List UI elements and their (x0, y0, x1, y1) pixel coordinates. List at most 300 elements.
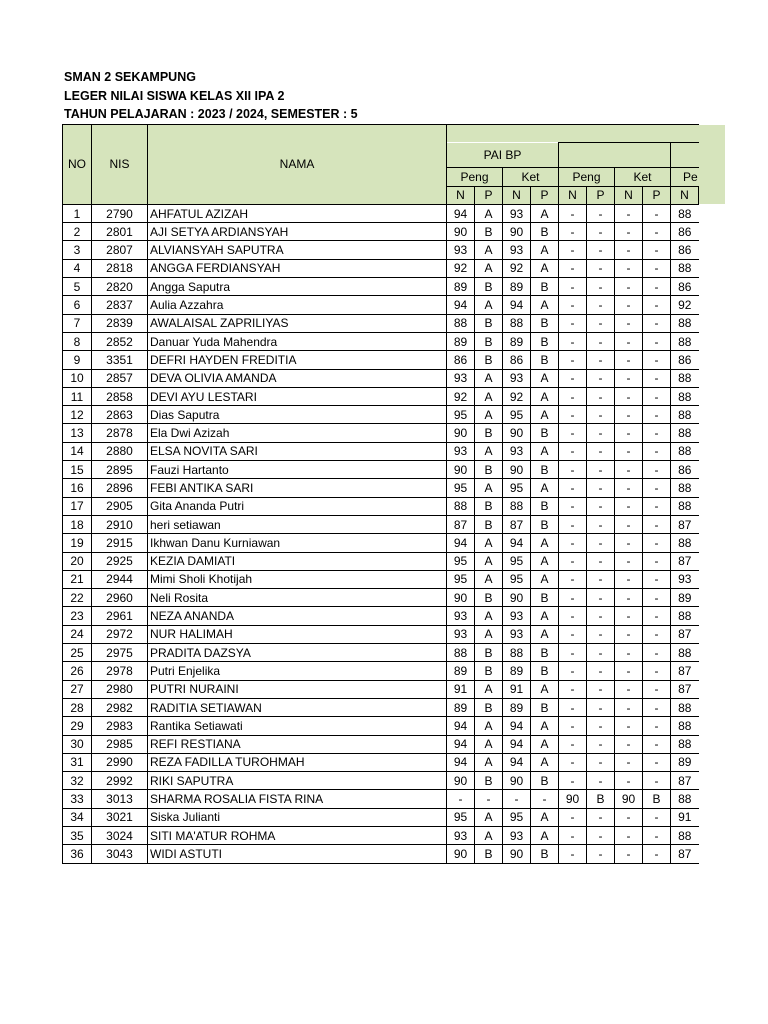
cell-nama: AHFATUL AZIZAH (148, 204, 447, 222)
cell-n-5: 88 (671, 406, 699, 424)
cell-n-3: - (559, 808, 587, 826)
cell-n-2: 92 (503, 259, 531, 277)
table-row (63, 351, 699, 369)
cell-n-3: - (559, 607, 587, 625)
cell-n-4: - (615, 644, 643, 662)
cell-n-4: - (615, 314, 643, 332)
cell-p-1: A (475, 570, 503, 588)
cell-n-5: 86 (671, 241, 699, 259)
cell-nama: Dias Saputra (148, 406, 447, 424)
cell-n-2: 95 (503, 479, 531, 497)
cell-nis: 2896 (92, 479, 148, 497)
cell-p-1: B (475, 772, 503, 790)
cell-n-5: 88 (671, 534, 699, 552)
cell-no: 5 (63, 278, 92, 296)
cell-n-1: 89 (447, 662, 475, 680)
cell-n-3: - (559, 424, 587, 442)
cell-nis: 2895 (92, 461, 148, 479)
cell-n-2: 94 (503, 296, 531, 314)
cell-n-4: - (615, 717, 643, 735)
cell-nama: Rantika Setiawati (148, 717, 447, 735)
cell-nama: AWALAISAL ZAPRILIYAS (148, 314, 447, 332)
cell-n-1: 94 (447, 717, 475, 735)
header-n: N (559, 186, 587, 204)
cell-n-5: 92 (671, 296, 699, 314)
cell-p-2: A (531, 753, 559, 771)
cell-n-4: - (615, 662, 643, 680)
cell-nama: Siska Julianti (148, 808, 447, 826)
cell-n-1: 94 (447, 735, 475, 753)
cell-n-3: - (559, 534, 587, 552)
cell-no: 33 (63, 790, 92, 808)
cell-nama: Gita Ananda Putri (148, 497, 447, 515)
cell-p-1: A (475, 607, 503, 625)
cell-p-2: A (531, 552, 559, 570)
cell-n-2: 91 (503, 680, 531, 698)
table-row (63, 314, 699, 332)
cell-n-5: 88 (671, 369, 699, 387)
cell-n-5: 88 (671, 717, 699, 735)
table-row (63, 332, 699, 350)
cell-p-4: - (643, 698, 671, 716)
cell-n-5: 88 (671, 479, 699, 497)
cell-p-4: - (643, 369, 671, 387)
cell-p-4: - (643, 570, 671, 588)
cell-n-1: 93 (447, 826, 475, 844)
cell-no: 21 (63, 570, 92, 588)
cell-no: 10 (63, 369, 92, 387)
cell-p-1: B (475, 662, 503, 680)
cell-n-5: 87 (671, 515, 699, 533)
cell-p-2: B (531, 461, 559, 479)
cell-n-4: - (615, 204, 643, 222)
cell-n-5: 87 (671, 625, 699, 643)
cell-n-4: - (615, 296, 643, 314)
cell-n-1: 93 (447, 625, 475, 643)
cell-p-4: - (643, 515, 671, 533)
cell-n-5: 88 (671, 204, 699, 222)
cell-n-3: - (559, 589, 587, 607)
table-row (63, 442, 699, 460)
cell-no: 17 (63, 497, 92, 515)
cell-p-4: - (643, 753, 671, 771)
cell-p-3: - (587, 461, 615, 479)
cell-p-2: B (531, 314, 559, 332)
cell-p-2: B (531, 772, 559, 790)
cell-n-3: - (559, 625, 587, 643)
cell-n-1: 90 (447, 589, 475, 607)
cell-n-3: - (559, 241, 587, 259)
cell-nama: Ela Dwi Azizah (148, 424, 447, 442)
cell-no: 26 (63, 662, 92, 680)
cell-n-3: - (559, 461, 587, 479)
cell-p-2: A (531, 717, 559, 735)
cell-p-3: - (587, 570, 615, 588)
cell-nis: 2857 (92, 369, 148, 387)
cell-p-2: A (531, 387, 559, 405)
cell-n-3: 90 (559, 790, 587, 808)
cell-p-4: - (643, 662, 671, 680)
cell-nama: NEZA ANANDA (148, 607, 447, 625)
cell-p-1: A (475, 296, 503, 314)
table-row (63, 607, 699, 625)
cell-p-2: B (531, 223, 559, 241)
cell-p-3: - (587, 625, 615, 643)
cell-no: 11 (63, 387, 92, 405)
cell-nis: 2807 (92, 241, 148, 259)
cell-no: 14 (63, 442, 92, 460)
cell-n-2: 92 (503, 387, 531, 405)
cell-n-2: 88 (503, 497, 531, 515)
cell-n-4: - (615, 424, 643, 442)
cell-n-4: - (615, 570, 643, 588)
cell-p-2: A (531, 241, 559, 259)
cell-n-4: - (615, 735, 643, 753)
cell-n-5: 86 (671, 461, 699, 479)
cell-p-3: - (587, 314, 615, 332)
cell-n-1: 89 (447, 698, 475, 716)
cell-nis: 2837 (92, 296, 148, 314)
cell-n-2: 90 (503, 223, 531, 241)
cell-p-3: - (587, 479, 615, 497)
cell-nama: REFI RESTIANA (148, 735, 447, 753)
cell-no: 24 (63, 625, 92, 643)
cell-n-1: 94 (447, 204, 475, 222)
cell-n-2: 88 (503, 314, 531, 332)
cell-nis: 3043 (92, 845, 148, 863)
cell-p-3: - (587, 753, 615, 771)
cell-p-2: A (531, 204, 559, 222)
cell-n-5: 87 (671, 662, 699, 680)
cell-n-1: 95 (447, 808, 475, 826)
table-header (63, 125, 699, 205)
cell-nis: 2801 (92, 223, 148, 241)
cell-no: 9 (63, 351, 92, 369)
cell-n-2: - (503, 790, 531, 808)
cell-n-4: - (615, 589, 643, 607)
cell-p-1: A (475, 442, 503, 460)
cell-p-3: - (587, 296, 615, 314)
cell-p-1: A (475, 259, 503, 277)
cell-n-5: 88 (671, 442, 699, 460)
document-header (64, 68, 358, 124)
cell-p-3: - (587, 607, 615, 625)
cell-n-4: - (615, 753, 643, 771)
cell-p-2: A (531, 570, 559, 588)
table-row (63, 406, 699, 424)
cell-n-1: 90 (447, 223, 475, 241)
cell-n-5: 91 (671, 808, 699, 826)
table-row (63, 698, 699, 716)
cell-no: 27 (63, 680, 92, 698)
cell-n-3: - (559, 497, 587, 515)
cell-n-3: - (559, 717, 587, 735)
cell-p-3: - (587, 424, 615, 442)
cell-p-4: - (643, 259, 671, 277)
cell-n-1: 89 (447, 278, 475, 296)
cell-nis: 2910 (92, 515, 148, 533)
cell-nama: Putri Enjelika (148, 662, 447, 680)
cell-p-2: A (531, 607, 559, 625)
cell-n-2: 90 (503, 772, 531, 790)
cell-n-4: - (615, 461, 643, 479)
cell-n-3: - (559, 351, 587, 369)
cell-no: 7 (63, 314, 92, 332)
cell-no: 2 (63, 223, 92, 241)
school-name: SMAN 2 SEKAMPUNG (64, 70, 196, 84)
cell-p-1: B (475, 278, 503, 296)
cell-n-4: - (615, 552, 643, 570)
cell-n-2: 88 (503, 644, 531, 662)
cell-p-4: - (643, 772, 671, 790)
cell-p-2: A (531, 479, 559, 497)
cell-p-4: - (643, 296, 671, 314)
cell-n-3: - (559, 406, 587, 424)
cell-n-4: - (615, 497, 643, 515)
cell-n-1: 86 (447, 351, 475, 369)
table-row (63, 552, 699, 570)
cell-p-1: A (475, 406, 503, 424)
cell-p-1: A (475, 717, 503, 735)
table-row (63, 808, 699, 826)
cell-p-4: B (643, 790, 671, 808)
cell-p-3: - (587, 259, 615, 277)
cell-p-3: B (587, 790, 615, 808)
table-row (63, 223, 699, 241)
cell-n-5: 88 (671, 735, 699, 753)
cell-n-2: 95 (503, 552, 531, 570)
cell-nama: KEZIA DAMIATI (148, 552, 447, 570)
cell-p-1: A (475, 680, 503, 698)
header-n: N (671, 186, 699, 204)
cell-p-2: A (531, 625, 559, 643)
cell-p-2: A (531, 406, 559, 424)
cell-no: 28 (63, 698, 92, 716)
cell-p-3: - (587, 717, 615, 735)
cell-p-3: - (587, 826, 615, 844)
cell-nis: 3351 (92, 351, 148, 369)
header-p: P (475, 186, 503, 204)
cell-n-4: - (615, 369, 643, 387)
cell-n-2: 89 (503, 662, 531, 680)
cell-n-3: - (559, 442, 587, 460)
cell-nama: Neli Rosita (148, 589, 447, 607)
document-title: LEGER NILAI SISWA KELAS XII IPA 2 (64, 88, 285, 103)
header-subject-2 (559, 143, 671, 168)
cell-p-3: - (587, 698, 615, 716)
cell-n-2: 90 (503, 424, 531, 442)
cell-n-1: 93 (447, 442, 475, 460)
cell-p-1: B (475, 332, 503, 350)
cell-nama: DEVI AYU LESTARI (148, 387, 447, 405)
cell-n-2: 94 (503, 735, 531, 753)
cell-no: 31 (63, 753, 92, 771)
cell-no: 8 (63, 332, 92, 350)
cell-n-5: 88 (671, 644, 699, 662)
cell-p-3: - (587, 644, 615, 662)
table-row (63, 753, 699, 771)
cell-n-1: 92 (447, 387, 475, 405)
cell-nis: 2915 (92, 534, 148, 552)
cell-nama: DEFRI HAYDEN FREDITIA (148, 351, 447, 369)
cell-n-4: - (615, 351, 643, 369)
cell-n-5: 87 (671, 845, 699, 863)
cell-p-4: - (643, 204, 671, 222)
cell-nama: Mimi Sholi Khotijah (148, 570, 447, 588)
cell-n-3: - (559, 259, 587, 277)
header-n: N (503, 186, 531, 204)
cell-nama: SHARMA ROSALIA FISTA RINA (148, 790, 447, 808)
cell-p-4: - (643, 552, 671, 570)
table-body (63, 204, 699, 863)
cell-n-4: - (615, 625, 643, 643)
cell-n-2: 94 (503, 717, 531, 735)
cell-p-3: - (587, 552, 615, 570)
cell-n-3: - (559, 698, 587, 716)
cell-p-1: B (475, 223, 503, 241)
cell-nis: 2980 (92, 680, 148, 698)
cell-p-1: B (475, 497, 503, 515)
cell-no: 29 (63, 717, 92, 735)
cell-no: 4 (63, 259, 92, 277)
cell-n-4: - (615, 515, 643, 533)
cell-n-5: 93 (671, 570, 699, 588)
cell-n-1: 95 (447, 552, 475, 570)
table-row (63, 662, 699, 680)
cell-nama: REZA FADILLA TUROHMAH (148, 753, 447, 771)
cell-n-2: 95 (503, 570, 531, 588)
cell-n-1: 90 (447, 424, 475, 442)
cell-p-4: - (643, 461, 671, 479)
header-top-band (447, 125, 699, 143)
header-subject-3 (671, 143, 699, 168)
cell-no: 19 (63, 534, 92, 552)
header-ket-2: Ket (615, 168, 671, 186)
cell-n-3: - (559, 479, 587, 497)
header-p: P (587, 186, 615, 204)
cell-n-5: 87 (671, 680, 699, 698)
cell-n-3: - (559, 387, 587, 405)
cell-n-3: - (559, 570, 587, 588)
cell-nis: 2839 (92, 314, 148, 332)
cell-nis: 2961 (92, 607, 148, 625)
cell-n-2: 95 (503, 406, 531, 424)
cell-n-4: - (615, 406, 643, 424)
cell-p-3: - (587, 406, 615, 424)
cell-n-3: - (559, 735, 587, 753)
cell-p-1: A (475, 387, 503, 405)
cell-n-4: - (615, 826, 643, 844)
table-row (63, 497, 699, 515)
cell-n-3: - (559, 314, 587, 332)
cell-p-1: A (475, 534, 503, 552)
table-row (63, 790, 699, 808)
cell-n-5: 88 (671, 332, 699, 350)
cell-n-5: 87 (671, 552, 699, 570)
header-n: N (447, 186, 475, 204)
cell-n-2: 94 (503, 534, 531, 552)
cell-n-3: - (559, 662, 587, 680)
cell-n-4: - (615, 845, 643, 863)
cell-p-2: A (531, 534, 559, 552)
leger-table (62, 124, 699, 864)
table-row (63, 241, 699, 259)
table-row (63, 424, 699, 442)
cell-n-4: - (615, 278, 643, 296)
cell-no: 30 (63, 735, 92, 753)
cell-nama: PRADITA DAZSYA (148, 644, 447, 662)
cell-n-1: 93 (447, 607, 475, 625)
cell-n-5: 88 (671, 698, 699, 716)
cell-p-3: - (587, 204, 615, 222)
cell-p-1: B (475, 314, 503, 332)
cell-n-3: - (559, 296, 587, 314)
cell-n-2: 89 (503, 332, 531, 350)
cell-n-4: - (615, 772, 643, 790)
cell-n-1: 92 (447, 259, 475, 277)
cell-n-4: - (615, 223, 643, 241)
cell-p-3: - (587, 497, 615, 515)
cell-p-1: A (475, 625, 503, 643)
cell-no: 1 (63, 204, 92, 222)
cell-p-2: B (531, 278, 559, 296)
cell-p-2: B (531, 589, 559, 607)
cell-n-2: 93 (503, 204, 531, 222)
cell-p-4: - (643, 826, 671, 844)
cell-n-1: 95 (447, 479, 475, 497)
cell-p-3: - (587, 772, 615, 790)
cell-no: 25 (63, 644, 92, 662)
cell-p-1: B (475, 644, 503, 662)
cell-n-1: 93 (447, 369, 475, 387)
cell-nama: heri setiawan (148, 515, 447, 533)
cell-n-2: 93 (503, 442, 531, 460)
cell-n-1: 95 (447, 570, 475, 588)
cell-p-1: A (475, 241, 503, 259)
cell-p-2: B (531, 515, 559, 533)
cell-p-2: B (531, 351, 559, 369)
header-nis: NIS (92, 125, 148, 205)
cell-no: 32 (63, 772, 92, 790)
cell-n-3: - (559, 772, 587, 790)
table-row (63, 296, 699, 314)
cell-n-3: - (559, 515, 587, 533)
cell-n-5: 88 (671, 259, 699, 277)
cell-nis: 2960 (92, 589, 148, 607)
table-row (63, 589, 699, 607)
cell-p-4: - (643, 314, 671, 332)
table-row (63, 387, 699, 405)
cell-n-3: - (559, 753, 587, 771)
cell-p-1: B (475, 424, 503, 442)
cell-p-4: - (643, 332, 671, 350)
header-ket-1: Ket (503, 168, 559, 186)
cell-n-4: - (615, 698, 643, 716)
cell-n-4: - (615, 534, 643, 552)
cell-nis: 2790 (92, 204, 148, 222)
cell-n-1: 95 (447, 406, 475, 424)
cell-p-4: - (643, 351, 671, 369)
cell-p-4: - (643, 223, 671, 241)
table-row (63, 461, 699, 479)
cell-p-2: A (531, 442, 559, 460)
cell-n-5: 86 (671, 351, 699, 369)
cell-nis: 3013 (92, 790, 148, 808)
cell-p-4: - (643, 845, 671, 863)
cell-p-4: - (643, 717, 671, 735)
cell-n-3: - (559, 204, 587, 222)
table-row (63, 735, 699, 753)
